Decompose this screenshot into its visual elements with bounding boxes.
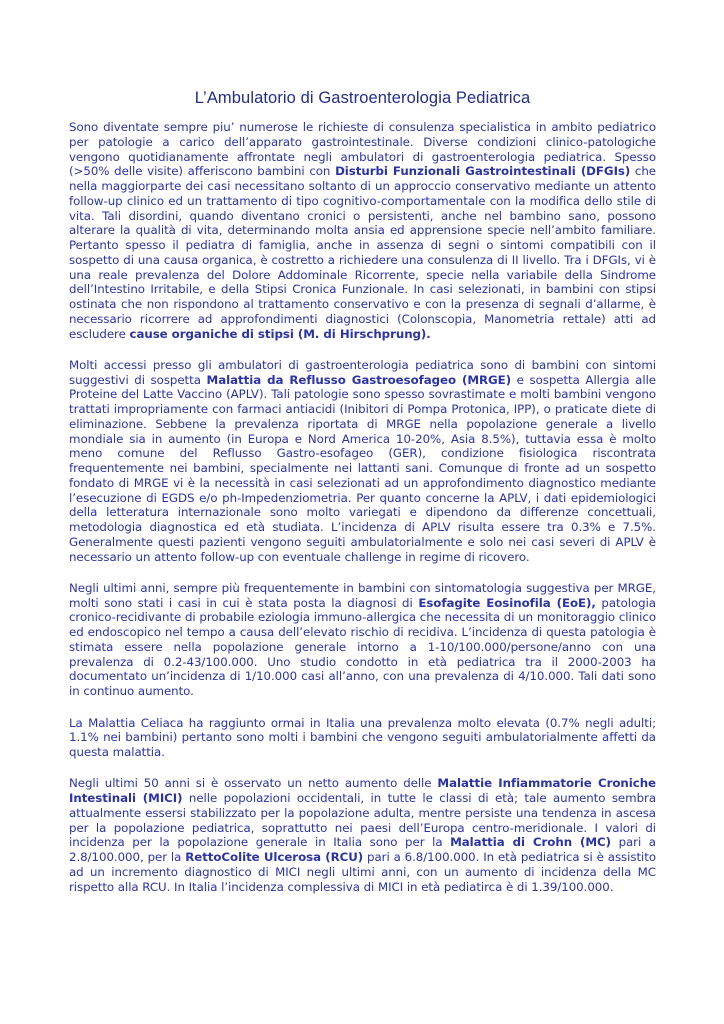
text-run: Sono diventate sempre piu’ numerose le richieste di consulenza specialistica in ambito pediatrico per patologie a carico dell’apparato gastrointestinale. Diverse condizioni clinico-patologiche vengono quotidianamente affrontate negli ambulatori di gastroenterologia pediatrica. Spesso (>50% delle visite) afferiscono bambini con [69,120,656,179]
text-run: pari a 6.8/100.000. In età pediatrica si è assistito ad un incremento diagnostico di MICI negli ultimi anni, con un aumento di incidenza della MC rispetto alla RCU. In Italia l’incidenza complessiva di MICI in età pediatirca è di 1.39/100.000. [69,850,657,894]
document-body [69,120,656,894]
text-run: Negli ultimi anni, sempre più frequentemente in bambini con sintomatologia suggestiva per MRGE, molti sono stati i casi in cui è stata posta la diagnosi di [69,580,656,610]
text-run: patologia cronico-recidivante di probabile eziologia immuno-allergica che necessita di un monitoraggio clinico ed endoscopico nel tempo a causa dell’elevato rischio di recidiva. L’incidenza di questa patologia è stimata essere nella popolazione generale intorno a 1-10/100.000/persone/anno con una prevalenza di 0.2-43/100.000. Uno studio condotto in età pediatrica tra il 2000-2003 ha documentato un’incidenza di 1/10.000 casi all’anno, con una prevalenza di 4/10.000. Tali dati sono in continuo aumento. [69,595,656,699]
paragraph-mici [69,776,656,894]
bold-term-mici: Malattie Infiammatorie Croniche Intestinali (MICI) [69,776,656,806]
paragraph-mrge-aplv [69,358,656,565]
paragraph-celiac [69,716,656,760]
bold-term-crohn: Malattia di Crohn (MC) [450,835,611,850]
bold-term-rcu: RettoColite Ulcerosa (RCU) [185,850,364,865]
bold-term-dfgis: Disturbi Funzionali Gastrointestinali (DFGIs) [335,164,631,179]
page-title: L’Ambulatorio di Gastroenterologia Pediatrica [194,89,531,107]
text-run: Negli ultimi 50 anni si è osservato un netto aumento delle [69,776,438,791]
bold-term-hirschprung: cause organiche di stipsi (M. di Hirschprung). [129,326,431,341]
text-run: La Malattia Celiaca ha raggiunto ormai in Italia una prevalenza molto elevata (0.7% negli adulti; 1.1% nei bambini) pertanto sono molti i bambini che vengono seguiti ambulatorialmente affetti da questa malattia. [69,715,656,760]
bold-term-mrge: Malattia da Reflusso Gastroesofageo (MRGE) [206,372,512,387]
bold-term-eoe: Esofagite Eosinofila (EoE), [418,595,596,610]
paragraph-eoe [69,581,656,699]
text-run: che nella maggiorparte dei casi necessitano soltanto di un approccio conservativo mediante un attento follow-up clinico ed un trattamento di tipo cognitivo-comportamentale con la modifica dello stile di vita. Tali disordini, quando diventano cronici o persistenti, anche nel bambino sano, possono alterare la qualità di vita, determinando molta ansia ed apprensione specie nell’ambito familiare. Pertanto spesso il pediatra di famiglia, anche in assenza di segni o sintomi compatibili con il sospetto di una causa organica, è costretto a richiedere una consulenza di II livello. Tra i DFGIs, vi è una reale prevalenza del Dolore Addominale Ricorrente, specie nella variabile della Sindrome dell’Intestino Irritabile, e della Stipsi Cronica Funzionale. In casi selezionati, in bambini con stipsi ostinata che non rispondono al trattamento conservativo e con la presenza di segnali d’allarme, è necessario ricorrere ad approfondimenti diagnostici (Colonscopia, Manometria rettale) atti ad escludere [69,164,656,341]
text-run: e sospetta Allergia alle Proteine del Latte Vaccino (APLV). Tali patologie sono spesso sovrastimate e molti bambini vengono trattati impropriamente con farmaci antiacidi (Inibitori di Pompa Protonica, IPP), o praticate diete di eliminazione. Sebbene la prevalenza riportata di MRGE nella popolazione generale a livello mondiale sia in aumento (in Europa e Nord America 10-20%, Asia 8.5%), tuttavia essa è molto meno comune del Reflusso Gastro-esofageo (GER), condizione fisiologica riscontrata frequentemente nei bambini, specialmente nei lattanti sani. Comunque di fronte ad un sospetto fondato di MRGE vi è la necessità in casi selezionati ad un approfondimento diagnostico mediante l’esecuzione di EGDS e/o ph-Impedenziometria. Per quanto concerne la APLV, i dati epidemiologici della letteratura internazionale sono molto variegati e dipendono da differenze concettuali, metodologia diagnostica ed età studiata. L’incidenza di APLV risulta essere tra 0.3% e 7.5%. Generalmente questi pazienti vengono seguiti ambulatorialmente e solo nei casi severi di APLV è necessario un attento follow-up con eventuale challenge in regime di ricovero. [69,372,657,564]
text-run: pari a 2.8/100.000, per la [69,835,656,865]
paragraph-functional-disorders [69,120,656,341]
text-run: Molti accessi presso gli ambulatori di gastroenterologia pediatrica sono di bambini con sintomi suggestivi di sospetta [69,357,656,387]
text-run: nelle popolazioni occidentali, in tutte le classi di età; tale aumento sembra attualmente essersi stabilizzato per la popolazione adulta, mentre persiste una tendenza in ascesa per la popolazione pediatrica, soprattutto nei paesi dell’Europa centro-meridionale. I valori di incidenza per la popolazione generale in Italia sono per la [69,791,656,850]
